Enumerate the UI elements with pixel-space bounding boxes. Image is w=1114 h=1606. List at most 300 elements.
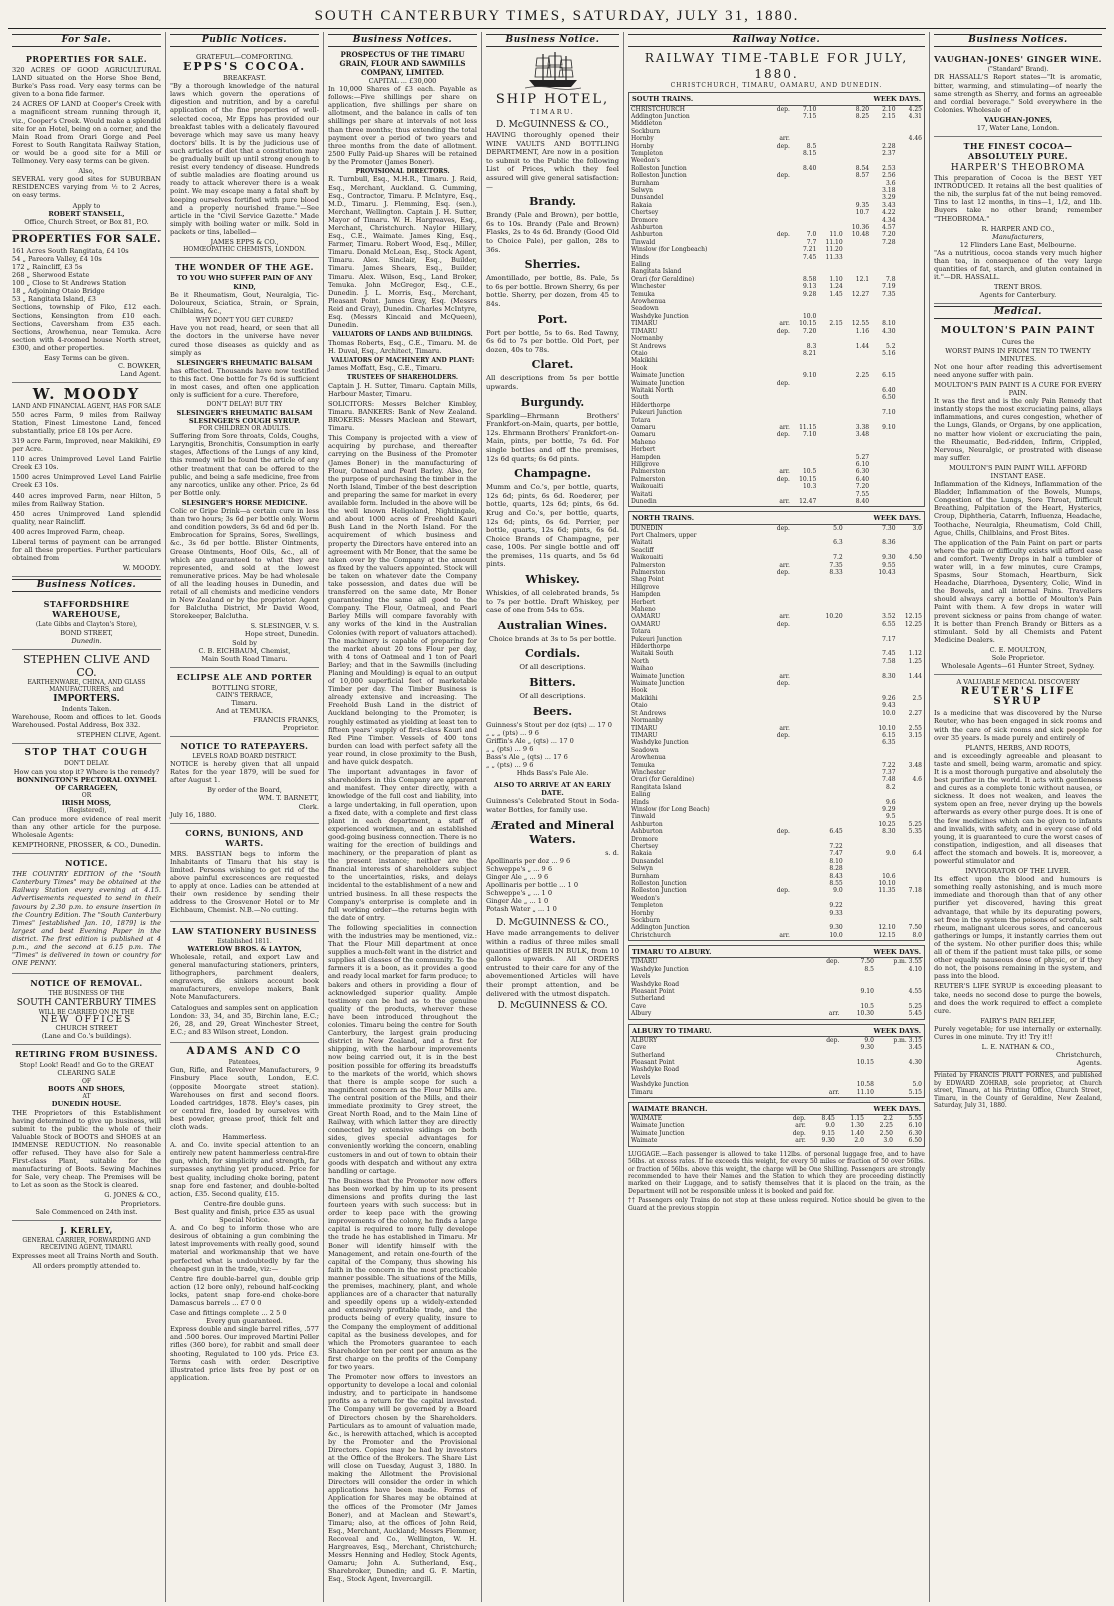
train-time: [844, 858, 870, 865]
station-name: Sutherland: [631, 1051, 665, 1059]
train-time: [817, 483, 843, 490]
train-time: 9.30: [882, 554, 896, 562]
timetable-row: [630, 402, 923, 409]
arr-dep: arr.: [828, 1088, 840, 1096]
arr-dep: dep.: [826, 1036, 840, 1044]
train-time: 8.10: [882, 320, 896, 328]
city: Dunedin.: [71, 636, 102, 645]
train-time: [844, 409, 870, 416]
train-time: 10.0: [882, 709, 896, 717]
arr-dep: arr.: [779, 561, 790, 569]
train-time: 7.10: [802, 431, 817, 439]
terms: Easy Terms can be given.: [43, 354, 130, 362]
train-time: [844, 569, 870, 576]
timetable-row: [630, 387, 923, 394]
train-time: 10.0: [829, 931, 843, 939]
week-days-label: WEEK DAYS.: [873, 1026, 921, 1035]
train-time: 9.30: [829, 924, 843, 932]
train-time: 12.1: [855, 275, 870, 283]
train-time: [870, 917, 896, 924]
train-time: 5.15: [908, 1088, 922, 1096]
timaru-albury: [628, 945, 925, 1019]
train-time: [844, 591, 870, 598]
timetable-row: [630, 431, 923, 438]
property-item: SEVERAL very good sites for SUBURBAN RESIDENCES varying from ½ to 2 Acres, on easy terms.: [12, 175, 161, 200]
beer-price: Guinness's Stout per doz (qts) ... 17 0: [486, 720, 612, 729]
section-header: For Sale.: [12, 34, 161, 47]
timetable-row: [630, 932, 923, 939]
train-time: [817, 335, 843, 342]
train-time: [844, 865, 870, 872]
arr-dep: dep.: [776, 172, 790, 180]
train-time: 4.30: [882, 327, 896, 335]
arr-dep: [764, 335, 790, 342]
arr-dep: [764, 217, 790, 224]
train-time: 8.54: [855, 164, 870, 172]
train-time: 8.30: [882, 828, 896, 836]
train-time: 2.28: [882, 142, 896, 150]
order-label: By order of the Board,: [207, 786, 282, 795]
arr-dep: [764, 554, 790, 561]
bitters-text: Of all descriptions.: [519, 692, 586, 701]
timetable-row: [630, 791, 923, 798]
arr-dep: [764, 150, 790, 157]
train-time: [817, 895, 843, 902]
train-time: [791, 769, 817, 776]
footnote: †† Passengers only Trains do not stop at these unless required. Notice should be given to the Guard at the previous stoppin: [628, 1197, 925, 1212]
train-time: [817, 431, 843, 438]
train-time: 5.55: [908, 1115, 922, 1123]
train-time: 7.48: [882, 776, 896, 784]
train-time: 7.10: [802, 105, 817, 113]
train-time: [870, 576, 896, 583]
train-time: 5.2: [885, 342, 896, 350]
station-name: Winslow (for Longbeach): [631, 246, 708, 254]
train-time: [875, 973, 923, 980]
imprint: Printed by FRANCIS PRATT FORNES, and published by EDWARD ZOHRAB, sole proprietor, at Church street, Timaru, at his Printing Office, Church Street, Timaru, in the County of Geraldine, New Zealand, Saturday, July 31, 1880.: [934, 1072, 1102, 1109]
cough-ad: [12, 744, 161, 854]
train-time: [897, 836, 923, 843]
ad-title: NOTICE OF REMOVAL.: [30, 978, 143, 989]
train-time: [897, 539, 923, 546]
train-time: 2.10: [882, 105, 896, 113]
station-name: Maheno: [631, 438, 656, 446]
train-time: 10.20: [825, 613, 843, 621]
train-time: [791, 387, 817, 394]
timetable-row: [630, 224, 923, 231]
timetable-row: [630, 246, 923, 253]
arr-dep: [764, 650, 790, 657]
train-time: [870, 120, 896, 127]
aerated-price: Potash Water „ ... 1 0: [486, 905, 557, 914]
train-time: [870, 747, 896, 754]
station-name: Hillgrove: [631, 461, 660, 468]
section-header: Business Notices.: [328, 34, 477, 47]
train-time: [817, 461, 843, 468]
town-label: Timaru.: [231, 699, 258, 708]
hotel-town: TIMARU.: [530, 108, 575, 116]
timetable-row: [630, 843, 923, 850]
arr-dep: [764, 461, 790, 468]
arr-dep: [764, 784, 790, 791]
train-time: 10.36: [851, 224, 870, 231]
train-time: [844, 887, 870, 894]
train-time: 3.6: [885, 179, 896, 187]
timetable-row: [630, 525, 923, 532]
train-time: [870, 754, 896, 761]
train-time: 10.5: [860, 1002, 874, 1010]
timetable-row: [630, 1052, 923, 1059]
train-time: [840, 1074, 875, 1081]
train-time: [844, 261, 870, 268]
arr-dep: [806, 1066, 841, 1073]
station-name: North: [631, 657, 650, 665]
boots-label: BOOTS AND SHOES,: [48, 1084, 125, 1093]
train-time: [844, 828, 870, 835]
train-time: [791, 224, 817, 231]
train-time: [844, 665, 870, 672]
train-time: [897, 880, 923, 887]
station-name: Weedon's: [631, 894, 660, 902]
prospectus-text: The following specialities in connection with the industries may be mentioned, viz.: That the Flour Mill department at once supplies a much-felt want in the district and supplies all classes of the community. To the farmers it is a boon, as it provides a good and ready local market for farm produce; to bakers and others in providing a flour of acknowledged superior quality. Ample testimony can be had as to the genuine quality of the products, wherever these have been introduced throughout the colonies. Timaru being the centre for South Canterbury, the largest grain producing district in New Zealand, and a first for shipping, with the harbour improvements now being carried out, it is in the best position possible for offering its breadstuffs to the markets of the world, which shows that there is ample scope for such a magnificent concern as the Flour Mills are. The central position of the Mills, and their immediate proximity to Grey street, the Great North Road, and to the Main Line of Railway, with which latter they are directly connected by extensive sidings on both sides, gives special advantages for conveniently working the concern, enabling customers in and out of town to obtain their goods with despatch and without any extra handling or cartage.: [328, 923, 477, 1175]
train-time: [791, 305, 817, 312]
beer-note: Hhds Bass's Pale Ale.: [516, 769, 589, 778]
train-time: [844, 150, 870, 157]
train-time: [791, 636, 817, 643]
timetable-row: [630, 268, 923, 275]
train-time: [875, 1052, 923, 1059]
north-trains: [628, 511, 925, 941]
train-time: 6.40: [882, 386, 896, 394]
train-time: p.m. 3.55: [893, 958, 922, 966]
station-name: South: [631, 394, 649, 402]
station-name: Palmerston: [631, 561, 666, 569]
train-time: [791, 932, 817, 939]
signature: WM. T. BARNETT,: [258, 794, 319, 803]
train-time: 5.35: [908, 828, 922, 836]
train-time: [791, 539, 817, 546]
train-time: [791, 695, 817, 702]
train-time: [817, 365, 843, 372]
train-time: 3.45: [908, 1044, 922, 1052]
properties-stansell: [12, 50, 161, 231]
timetable-row: [630, 217, 923, 224]
train-time: [844, 305, 870, 312]
train-time: 7.47: [829, 850, 843, 858]
arr-dep: [764, 799, 790, 806]
train-time: [870, 298, 896, 305]
train-time: [791, 380, 817, 387]
train-time: [897, 387, 923, 394]
station-name: Templeton: [631, 902, 663, 910]
ad-text: Can produce more evidence of real merit than any other article for the purpose. Wholesale Agents:: [12, 814, 161, 839]
timetable-row: [630, 910, 923, 917]
timetable-row: [630, 725, 923, 732]
train-time: [791, 454, 817, 461]
train-time: [840, 1052, 875, 1059]
train-time: 3.43: [882, 201, 896, 209]
business-label: THE BUSINESS OF THE: [48, 990, 125, 998]
train-time: 1.44: [908, 672, 922, 680]
station-name: Arowhenua: [631, 754, 666, 762]
arr-dep: [764, 261, 790, 268]
arr-dep: [764, 291, 790, 298]
train-time: 10.3: [802, 483, 817, 491]
train-time: [817, 402, 843, 409]
train-time: [844, 180, 870, 187]
train-time: 6.50: [908, 1137, 922, 1145]
train-time: 7.22: [882, 761, 896, 769]
train-time: [791, 532, 817, 539]
train-time: [897, 491, 923, 498]
luggage-notice: LUGGAGE.—Each passenger is allowed to take 112lbs. of personal luggage free, and to have 56lbs. at excess rates. If he exceeds this weight, for every 50 miles or fraction of 50 over 56lbs. or fraction of 56lbs. above this weight, the charge will be One Shilling. Passengers are strongly recommended to have their Names and the Station to which they are proceeding distinctly marked on their Luggage, and to satisfy themselves that it is placed on the train, as the Department will not be responsible unless it is booked and paid for.: [628, 1150, 925, 1195]
timetable-row: [630, 599, 923, 606]
station-name: Waimate Junction: [631, 1122, 685, 1130]
timetable-row: [630, 532, 923, 539]
arr-dep: [764, 628, 790, 635]
ad-text: and is exceedingly agreeable and pleasant to taste and smell, being warm, aromatic and spicy. It is a most thorough purgative and absolutely the best purifier in the world. It acts with gentleness and cures as a complete tonic without nausea, or sickness. It does not weaken, and leaves the system open an free, never drying up the bowels afterwards as every other purge does. It is one of the few medicines which can be given to infants and invalids, with safety, and in every case of old young, it is guaranteed to cure the worst cases of constipation, indigestion, and all diseases that affect the stomach and bowels. It is, moreover, a powerful stimulator and: [934, 751, 1103, 865]
timetable-row: [630, 1010, 923, 1017]
delay-label: DON'T DELAY! BUT TRY: [206, 401, 283, 409]
station-name: Washdyke Junction: [631, 1081, 689, 1089]
intro-text: HAVING thoroughly opened their WINE VAULTS AND BOTTLING DEPARTMENT, Are now in a position to submit to the Public the following List of Prices, which they feel assured will give general satisfaction:—: [486, 131, 619, 191]
train-time: [844, 350, 870, 357]
timetable-row: [630, 461, 923, 468]
station-name: Levels: [631, 1073, 651, 1081]
ad-text: A. and Co beg to inform those who are desirous of obtaining a gun combining the latest improvements with really good, sound material and workmanship that we have perfected what is undoubtedly by far the cheapest gun in the trade, viz:—: [170, 1224, 319, 1273]
train-time: 12.15: [878, 931, 896, 939]
train-time: [844, 650, 870, 657]
train-time: [840, 973, 875, 980]
train-time: [817, 695, 843, 702]
train-time: [844, 402, 870, 409]
train-time: [791, 613, 817, 620]
train-time: 8.2: [885, 783, 896, 791]
house-label: DUNEDIN HOUSE.: [51, 1100, 122, 1109]
station-name: Dunedin: [631, 498, 657, 506]
property-list-item: 100 „ Close to St Andrews Station: [12, 279, 127, 288]
train-time: [817, 784, 843, 791]
delivery-text: Have made arrangements to deliver within a radius of three miles small quantities of BEER IN BULK, from 10 gallons upwards. All ORDERS entrusted to their care for any of the abovementioned Articles will have their prompt attention, and be delivered with the utmost dispatch.: [486, 929, 619, 998]
train-time: [897, 702, 923, 709]
train-time: [844, 791, 870, 798]
train-time: [791, 621, 817, 628]
train-time: 11.0: [829, 231, 843, 239]
waimate-branch: [628, 1102, 925, 1147]
train-time: [897, 917, 923, 924]
train-time: [897, 328, 923, 335]
train-time: 7.20: [802, 327, 817, 335]
timetable-row: [630, 417, 923, 424]
timetable-row: [630, 673, 923, 680]
train-time: 2.0: [854, 1137, 864, 1145]
train-time: 9.55: [882, 561, 896, 569]
station-name: Ashburton: [631, 820, 663, 828]
train-time: [817, 313, 843, 320]
timaru-albury-label: TIMARU TO ALBURY.: [632, 948, 712, 957]
ad-text: Suffering from Sore throats, Colds, Coughs, Laryngitis, Bronchitis, Consumption in early stages, Affections of the Lungs of any kind, this remedy will be found the article of any other treatment that can be offered to the public, and being a safe medicine, free from any narcotics, unlike any other. Price, 2s 6d per Bottle only.: [170, 432, 319, 497]
train-time: 12.27: [851, 290, 870, 298]
farm-item: 319 acre Farm, Improved, near Makikihi, £9 per Acre.: [12, 436, 161, 454]
train-time: 10.0: [802, 312, 817, 320]
arr-dep: [764, 917, 790, 924]
train-time: [870, 417, 896, 424]
train-time: [817, 710, 843, 717]
train-time: [897, 128, 923, 135]
train-time: [870, 680, 896, 687]
train-time: [817, 917, 843, 924]
train-time: [870, 446, 896, 453]
offices-label: NEW OFFICES: [40, 1015, 133, 1026]
sherry-text: Amontillado, per bottle, 8s. Pale, 5s to 6s per bottle. Brown Sherry, 6s per bottle. Sherry, per dozen, from 45 to 84s.: [486, 274, 619, 308]
train-time: [897, 305, 923, 312]
station-name: Arowhenua: [631, 298, 666, 306]
timetable-row: [630, 165, 923, 172]
train-time: [791, 865, 817, 872]
owner-name: D. McGUINNESS & CO.,: [496, 918, 609, 929]
train-time: [870, 483, 896, 490]
station-name: Addington Junction: [631, 924, 690, 932]
timetable-row: [630, 769, 923, 776]
train-time: 2.15: [829, 320, 843, 328]
train-time: 3.52: [882, 613, 896, 621]
ad-subtitle: LAND AND FINANCIAL AGENT, HAS FOR SALE: [12, 403, 161, 411]
station-name: Totara: [631, 416, 651, 424]
aerated-price: Ginger Ale „ ... 9 6: [486, 872, 549, 881]
train-time: 2.25: [879, 1122, 893, 1130]
hammerless-label: Hammerless.: [222, 1133, 267, 1142]
train-time: 2.50: [879, 1129, 893, 1137]
registered-label: (Registered),: [66, 807, 107, 815]
train-time: [791, 784, 817, 791]
station-name: Hook: [631, 364, 648, 372]
week-days-label: WEEK DAYS.: [873, 514, 921, 523]
train-time: 7.45: [882, 650, 896, 658]
station-name: Hilderthorpe: [631, 643, 671, 651]
moody-ad: [12, 383, 161, 577]
station-name: Seadown: [631, 305, 659, 313]
train-time: 5.25: [908, 1002, 922, 1010]
ad-text: It was the first and is the only Pain Remedy that instantly stops the most excruciating pains, allays inflammations, and cures congestion, whether of the Lungs, Glands, or Organs, by one application, no matter how violent or excruciating the pain, the Rheumatic, Bed-ridden, Infirm, Crippled, Nervous, Neuralgic, or prostrated with disease may suffer.: [934, 397, 1102, 462]
week-days-label: WEEK DAYS.: [873, 948, 921, 957]
train-time: [791, 394, 817, 401]
timetable-row: [630, 283, 923, 290]
property-list-item: 54 „ Pareora Valley, £4 10s: [12, 254, 102, 263]
train-time: 7.0: [806, 231, 817, 239]
train-time: [875, 1074, 923, 1081]
train-time: [817, 658, 843, 665]
train-time: [875, 995, 923, 1002]
terrace-label: CAIN'S TERRACE,: [216, 691, 273, 699]
train-time: 1.15: [850, 1115, 864, 1123]
arr-dep: [806, 1052, 841, 1059]
train-time: [817, 143, 843, 150]
train-time: 9.30: [821, 1137, 835, 1145]
train-time: 8.57: [855, 172, 870, 180]
train-time: [817, 725, 843, 732]
train-time: [844, 187, 870, 194]
train-time: [897, 591, 923, 598]
train-time: [791, 547, 817, 554]
ad-title: REUTER'S LIFE SYRUP: [960, 686, 1076, 708]
company-name: VAUGHAN-JONES,: [984, 115, 1052, 124]
directors-list: R. Turnbull, Esq., M.H.R., Timaru. J. Reid, Esq., Merchant, Auckland. G. Cumming, Esq., Contractor, Timaru. P. McIntyre, Esq., M.D., Timaru. J. Flemming, Esq. (sen.), Merchant, Wellington. Captain J. H. Sutter, Mayor of Timaru. W. H. Hargreaves, Esq., Merchant, Christchurch. Naylor Hillary, Esq., C.E., Waimate. James King, Esq., Farmer, Timaru. Robert Wood, Esq., Miller, Timaru. Donald McLean, Esq., Stock Agent, Timaru. Alex. Sinclair, Esq., Builder, Timaru. James Shears, Esq., Builder, Timaru. Alex. Wilson, Esq., Land Broker, Temuka. John McGregor, Esq., C.E., Dunedin. J. L. Morris, Esq., Merchant, Pleasant Point. James Gray, Esq. (Messrs Reid and Gray), Dunedin. Charles McIntyre, Esq. (Messrs Kincaid and McQueen), Dunedin.: [328, 175, 477, 330]
train-time: [844, 606, 870, 613]
arr-dep: [764, 305, 790, 312]
train-time: [817, 343, 843, 350]
train-time: [897, 461, 923, 468]
train-time: [840, 995, 875, 1002]
train-time: [817, 224, 843, 231]
train-time: 7.35: [882, 290, 896, 298]
arr-dep: [764, 658, 790, 665]
train-time: 1.30: [850, 1122, 864, 1130]
station-name: Hillgrove: [631, 583, 660, 591]
building: (Lane and Co.'s buildings).: [41, 1032, 132, 1041]
timetable-row: [630, 636, 923, 643]
arr-dep: [764, 643, 790, 650]
timetable-row: [630, 665, 923, 672]
train-time: 9.10: [860, 988, 874, 995]
ad-title: STOP THAT COUGH: [24, 748, 149, 759]
train-time: [791, 887, 817, 894]
train-time: [791, 895, 817, 902]
train-time: [897, 584, 923, 591]
train-time: [791, 880, 817, 887]
station-name: Hornby: [631, 135, 654, 143]
train-time: 7.19: [882, 283, 896, 291]
train-time: [844, 784, 870, 791]
station-name: Palmerston: [631, 568, 666, 576]
train-time: [844, 584, 870, 591]
station-name: Washdyke Junction: [631, 739, 689, 747]
ad-text: THE Proprietors of this Establishment having determined to give up business, will submit to the public the whole of their Valuable Stock of BOOTS and SHOES at an IMMENSE REDUCTION. No reasonable offer refused. They have also for Sale a First-class Plant, suitable for the manufacturing of Boots. Sewing Machines for Sale, very cheap. The Premises will be to Let as soon as the Stock is cleared.: [12, 1108, 161, 1190]
train-time: 5.27: [855, 453, 870, 461]
train-time: [817, 532, 843, 539]
station-name: Ealing: [631, 791, 651, 799]
arr-dep: [764, 747, 790, 754]
signature: JAMES EPPS & CO.,: [210, 237, 279, 246]
train-time: 10.15: [799, 475, 817, 483]
north-trains-header: [630, 513, 923, 524]
train-time: 11.10: [825, 238, 843, 246]
timetable-row: [630, 380, 923, 387]
arr-dep: [764, 665, 790, 672]
train-time: 1.12: [908, 650, 922, 658]
timetable-row: [630, 569, 923, 576]
timetable-row: [630, 491, 923, 498]
train-time: [844, 120, 870, 127]
station-name: Albury: [631, 1010, 652, 1018]
arr-dep: [764, 165, 790, 172]
product-name: BONNINGTON'S PECTORAL OXYMEL OF CARRAGEEN,: [16, 775, 157, 792]
train-time: [897, 231, 923, 238]
timaru-albury-table: [630, 958, 923, 1017]
arr-dep: [764, 343, 790, 350]
arr-dep: dep.: [792, 1115, 806, 1123]
station-name: Cave: [631, 1044, 647, 1052]
train-time: 9.0: [833, 887, 843, 895]
timetable-row: [630, 562, 923, 569]
train-time: [844, 335, 870, 342]
train-time: 5.16: [882, 349, 896, 357]
arr-dep: arr.: [779, 498, 790, 506]
train-time: [844, 246, 870, 253]
timetable-row: [630, 120, 923, 127]
station-name: Normanby: [631, 717, 664, 725]
train-time: [817, 717, 843, 724]
train-time: [817, 498, 843, 505]
